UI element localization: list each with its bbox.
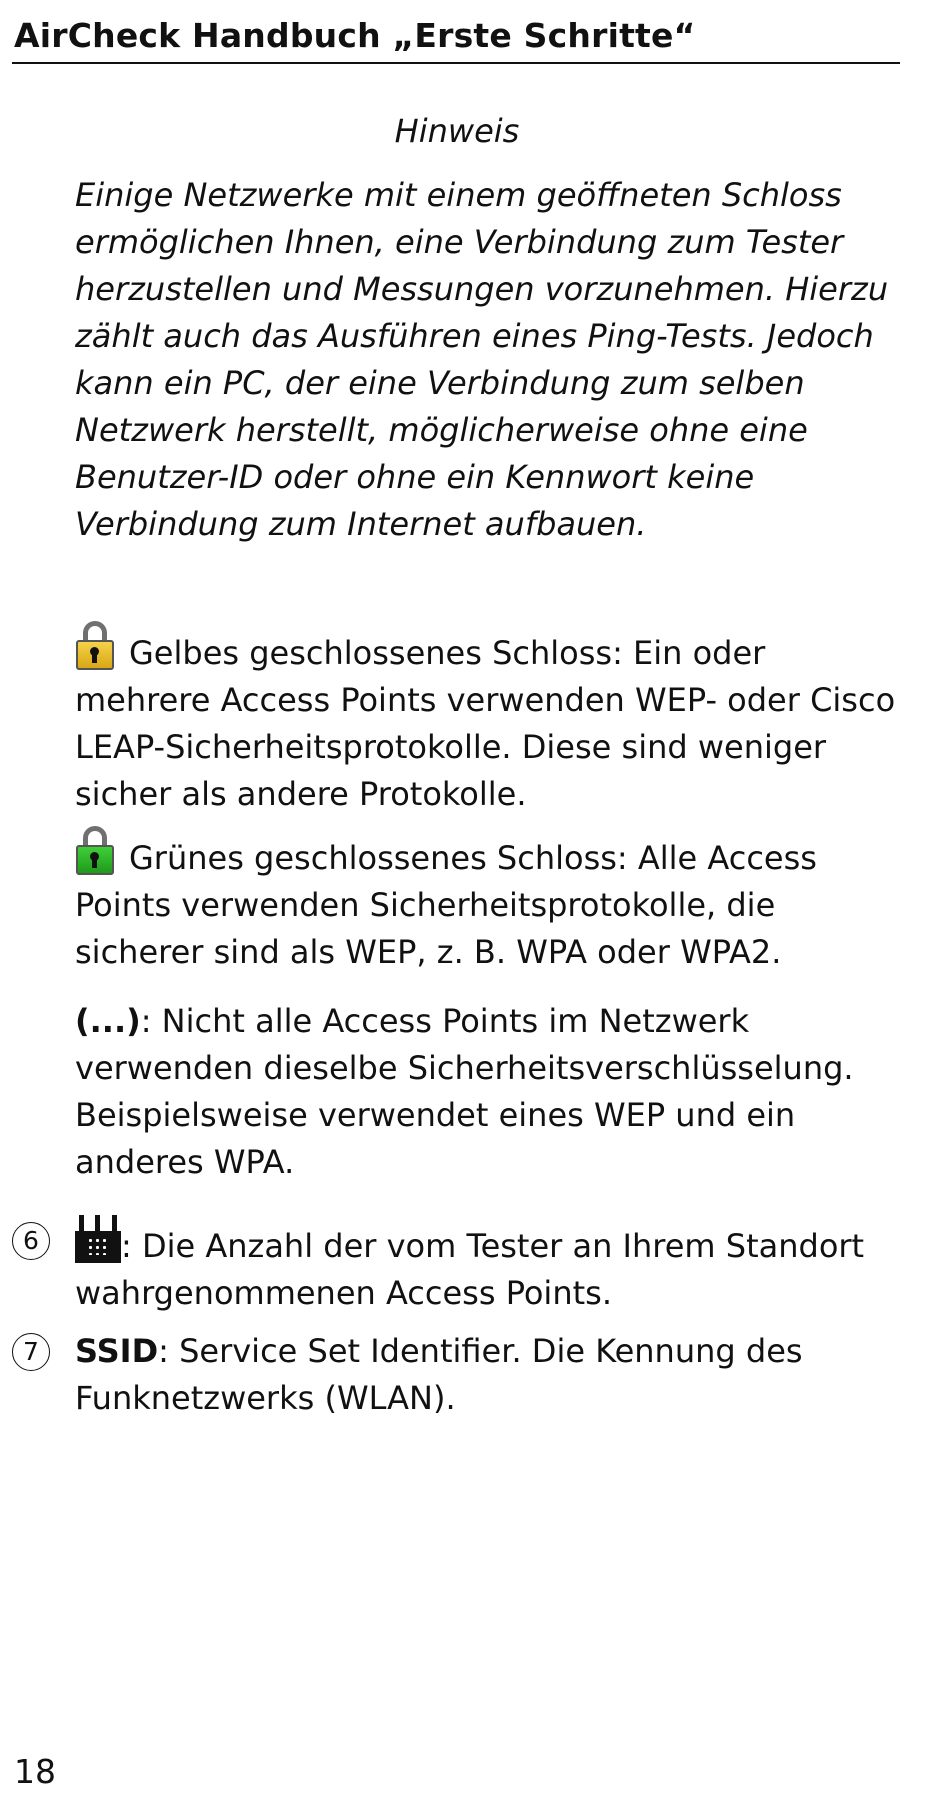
green-lock-icon [75, 825, 115, 875]
header-title: AirCheck Handbuch „Erste Schritte“ [14, 16, 696, 55]
numbered-item-7-text: : Service Set Identifier. Die Kennung des Funknetzwerks (WLAN). [75, 1332, 803, 1417]
callout-number-7: 7 [12, 1333, 50, 1371]
yellow-lock-text: Gelbes geschlossenes Schloss: Ein oder mehrere Access Points verwenden WEP- oder Cisco LEAP-Sicherheitsprotokolle. Diese sind weniger sicher als andere Protokolle. [75, 634, 896, 813]
mixed-security-item [75, 998, 905, 1186]
yellow-lock-item [75, 620, 905, 818]
ssid-term: SSID [75, 1332, 159, 1370]
page-header [12, 10, 900, 64]
note-heading: Hinweis [394, 112, 520, 150]
green-lock-text: Grünes geschlossenes Schloss: Alle Access Points verwenden Sicherheitsprotokolle, die sicherer sind als WEP, z. B. WPA oder WPA2. [75, 839, 817, 971]
note-body: Einige Netzwerke mit einem geöffneten Schloss ermöglichen Ihnen, eine Verbindung zum Tester herzustellen und Messungen vorzunehmen. Hierzu zählt auch das Ausführen eines Ping-Tests. Jedoch kann ein PC, der eine Verbindung zum selben Netzwerk herstellt, möglicherweise ohne eine Benutzer-ID oder ohne ein Kennwort keine Verbindung zum Internet aufbauen. [75, 176, 889, 543]
mixed-security-term: (...) [75, 1002, 141, 1040]
green-lock-item [75, 825, 905, 976]
numbered-item-6 [75, 1215, 905, 1317]
mixed-security-text: : Nicht alle Access Points im Netzwerk verwenden dieselbe Sicherheitsverschlüsselung. Beispielsweise verwendet eines WEP und ein anderes WPA. [75, 1002, 854, 1181]
numbered-item-6-text: : Die Anzahl der vom Tester an Ihrem Standort wahrgenommenen Access Points. [75, 1227, 865, 1312]
callout-number-6: 6 [12, 1222, 50, 1260]
yellow-lock-icon [75, 620, 115, 670]
page-number: 18 [14, 1752, 56, 1791]
access-point-icon [75, 1215, 121, 1263]
numbered-item-7 [75, 1328, 905, 1422]
